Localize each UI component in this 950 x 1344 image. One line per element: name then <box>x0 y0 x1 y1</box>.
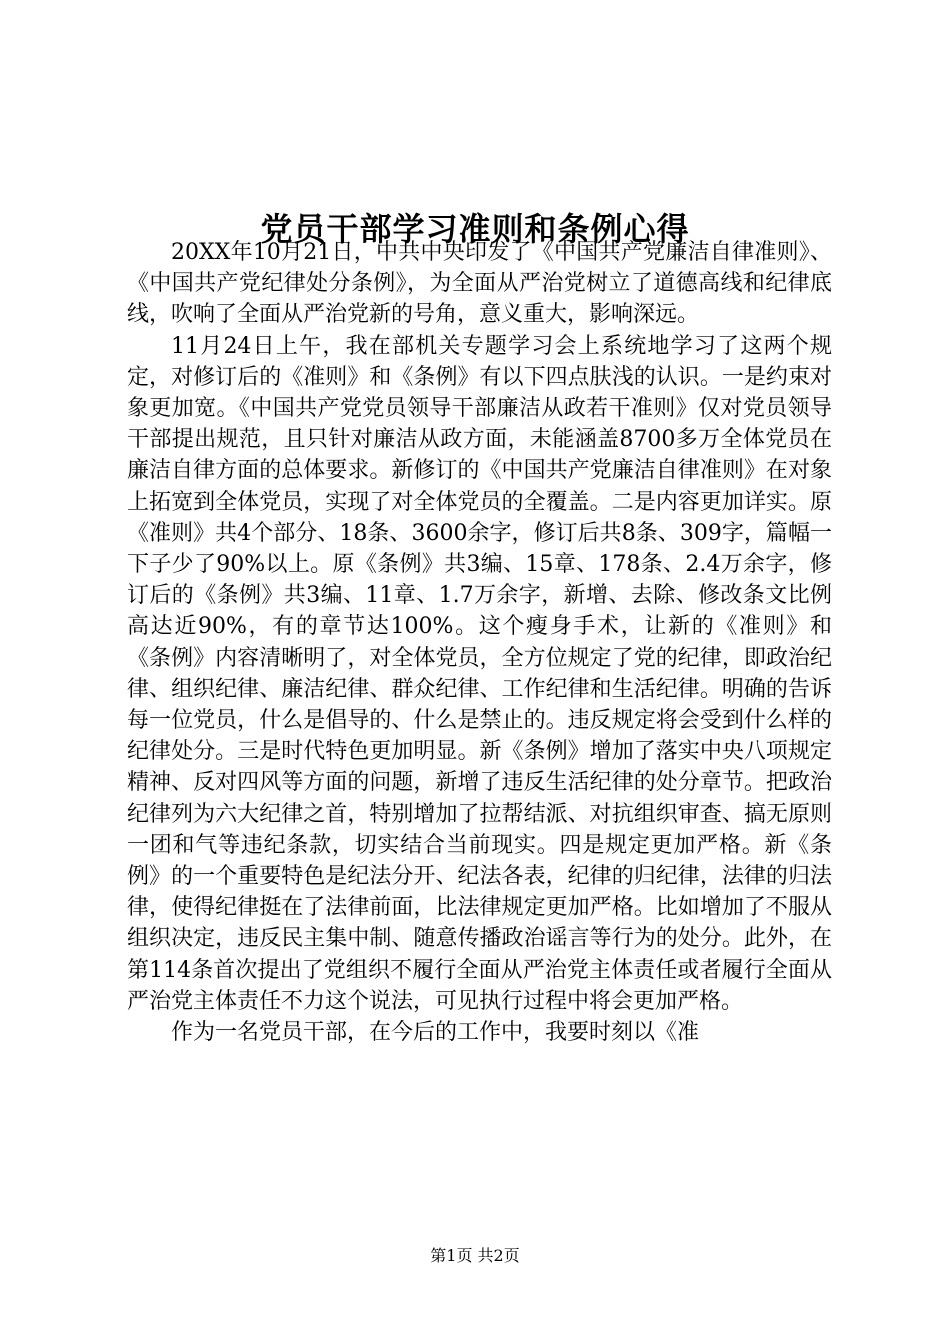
paragraph-1: 20XX年10月21日，中共中央印发了《中国共产党廉洁自律准则》、《中国共产党纪律处分条例》，为全面从严治党树立了道德高线和纪律底线，吹响了全面从严治党新的号角，意义重大，影响深远。 <box>127 240 832 328</box>
document-title: 党员干部学习准则和条例心得 <box>260 210 690 249</box>
paragraph-3: 作为一名党员干部，在今后的工作中，我要时刻以《准 <box>171 1020 700 1046</box>
page-footer: 第1页 共2页 <box>430 1246 520 1265</box>
document-body <box>127 237 832 1048</box>
paragraph-2: 11月24日上午，我在部机关专题学习会上系统地学习了这两个规定，对修订后的《准则》和《条例》有以下四点肤浅的认识。一是约束对象更加宽。《中国共产党党员领导干部廉洁从政若干准则》仅对党员领导干部提出规范，且只针对廉洁从政方面，未能涵盖8700多万全体党员在廉洁自律方面的总体要求。新修订的《中国共产党廉洁自律准则》在对象上拓宽到全体党员，实现了对全体党员的全覆盖。二是内容更加详实。原《准则》共4个部分、18条、3600余字，修订后共8条、309字，篇幅一下子少了90%以上。原《条例》共3编、15章、178条、2.4万余字，修订后的《条例》共3编、11章、1.7万余字，新增、去除、修改条文比例高达近90%，有的章节达100%。这个瘦身手术，让新的《准则》和《条例》内容清晰明了，对全体党员，全方位规定了党的纪律，即政治纪律、组织纪律、廉洁纪律、群众纪律、工作纪律和生活纪律。明确的告诉每一位党员，什么是倡导的、什么是禁止的。违反规定将会受到什么样的纪律处分。三是时代特色更加明显。新《条例》增加了落实中央八项规定精神、反对四风等方面的问题，新增了违反生活纪律的处分章节。把政治纪律列为六大纪律之首，特别增加了拉帮结派、对抗组织审查、搞无原则一团和气等违纪条款，切实结合当前现实。四是规定更加严格。新《条例》的一个重要特色是纪法分开、纪法各表，纪律的归纪律，法律的归法律，使得纪律挺在了法律前面，比法律规定更加严格。比如增加了不服从组织决定，违反民主集中制、随意传播政治谣言等行为的处分。此外，在第114条首次提出了党组织不履行全面从严治党主体责任或者履行全面从严治党主体责任不力这个说法，可见执行过程中将会更加严格。 <box>127 333 832 1014</box>
